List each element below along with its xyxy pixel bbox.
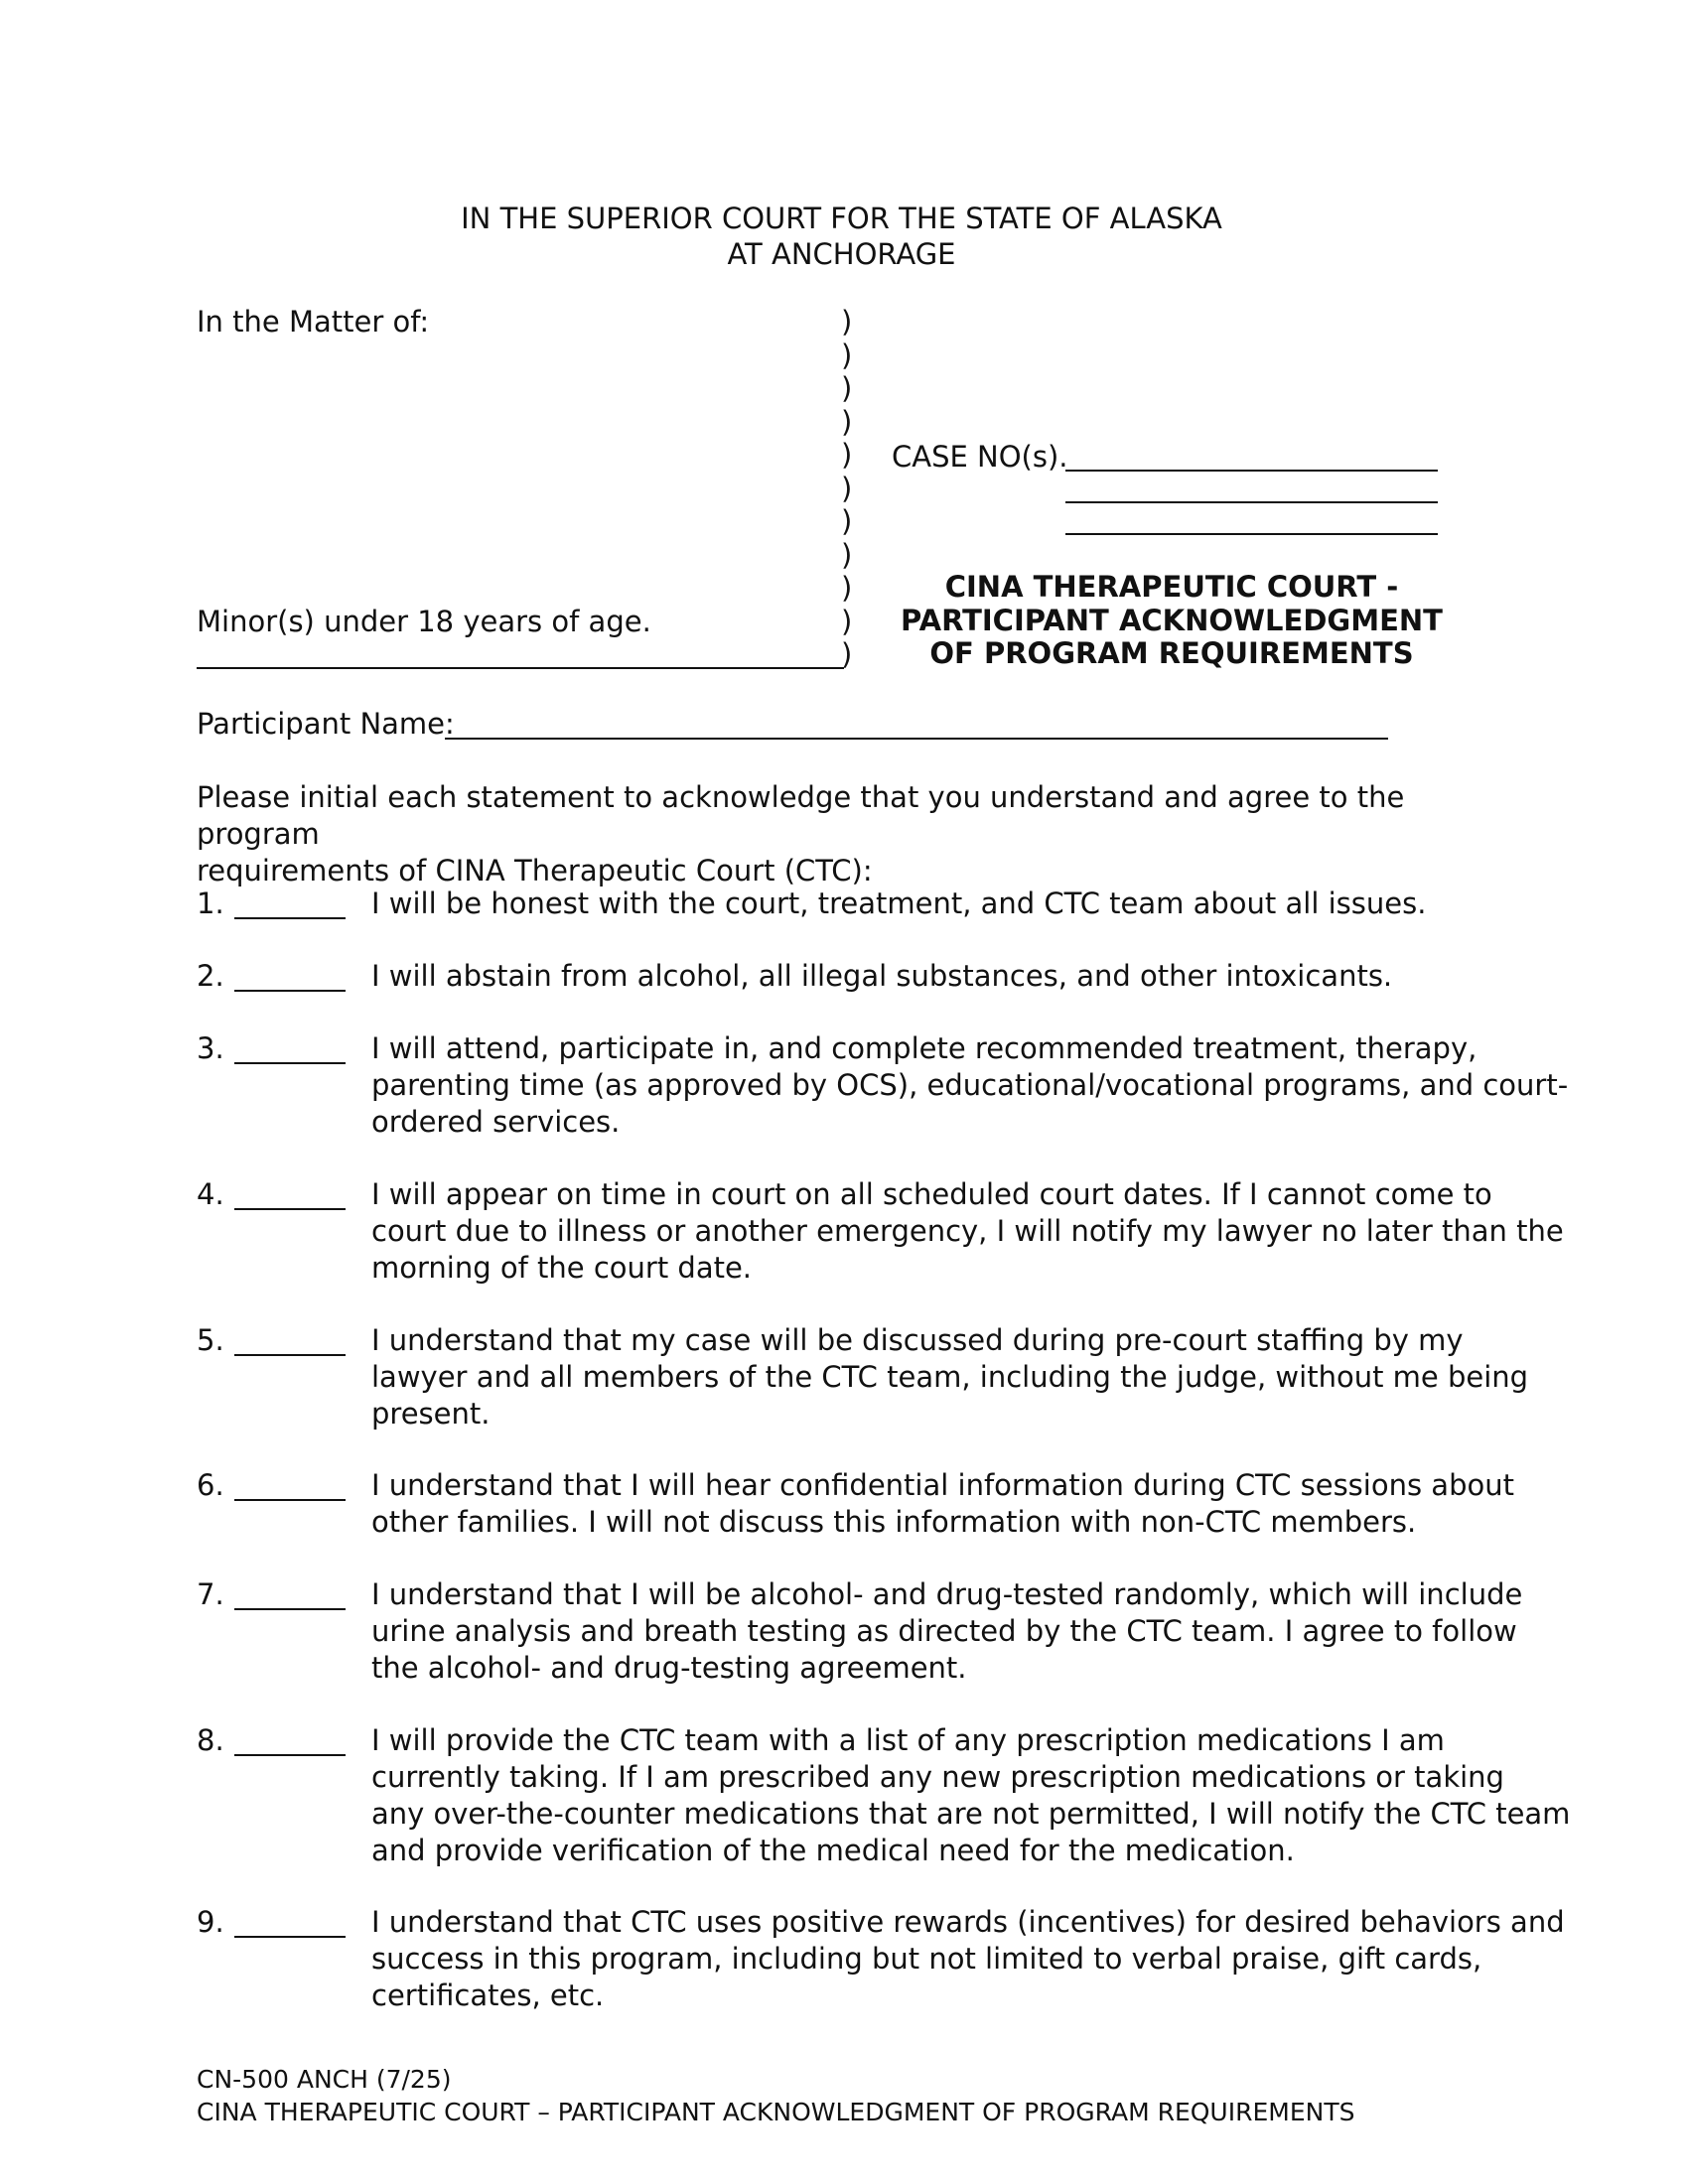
statement-line: present. [371,1397,491,1431]
matter-label: In the Matter of: [197,305,430,339]
initial-field[interactable] [234,1208,346,1210]
instructions-line-1: Please initial each statement to acknowledge that you understand and agree to the program [197,780,1405,851]
statement-text [371,1322,1529,1433]
instructions-line-2: requirements of CINA Therapeutic Court (CTC): [197,854,873,887]
page-footer [197,2063,1354,2128]
case-number-label: CASE NO(s). [892,440,1068,474]
statement-text [371,958,1507,995]
initial-field[interactable] [234,917,346,919]
caption-paren: ) [841,604,853,638]
statement-text [371,1030,1569,1141]
statement-line: I understand that CTC uses positive rewards (incentives) for desired behaviors and [371,1905,1565,1939]
caption-paren: ) [841,338,853,372]
initial-field[interactable] [234,1354,346,1356]
court-heading [199,201,1484,272]
statement-text [371,1176,1564,1287]
statement-line: morning of the court date. [371,1251,753,1285]
case-number-field-3[interactable] [1065,533,1438,535]
statement-line: I will appear on time in court on all scheduled court dates. If I cannot come to [371,1177,1492,1211]
statement-number: 6. [197,1468,224,1502]
statement-line: urine analysis and breath testing as directed by the CTC team. I agree to follow [371,1614,1517,1648]
caption-paren: ) [841,537,853,572]
statement-number: 5. [197,1323,224,1357]
form-title [874,571,1470,671]
caption-paren: ) [841,438,853,472]
caption-paren-column [841,306,861,672]
statement-line: success in this program, including but not limited to verbal praise, gift cards, [371,1942,1482,1976]
statement-number: 7. [197,1577,224,1611]
caption-paren: ) [841,571,853,605]
initial-field[interactable] [234,990,346,992]
statement-line: I understand that my case will be discussed during pre-court staffing by my [371,1323,1464,1357]
form-title-line-3: OF PROGRAM REQUIREMENTS [929,636,1414,670]
statement-line: I will be honest with the court, treatment, and CTC team about all issues. [371,887,1427,920]
statement-line: any over-the-counter medications that are not permitted, I will notify the CTC team [371,1797,1571,1831]
statement-line: and provide verification of the medical need for the medication. [371,1834,1295,1867]
caption-underline [197,667,844,669]
initial-field[interactable] [234,1062,346,1064]
footer-form-number: CN-500 ANCH (7/25) [197,2065,452,2094]
instructions [197,779,1507,889]
statement-text [371,1576,1523,1687]
court-heading-line-2: AT ANCHORAGE [727,237,956,271]
initial-field[interactable] [234,1499,346,1501]
initial-field[interactable] [234,1936,346,1938]
case-number-field-1[interactable] [1065,470,1438,472]
statement-text [371,1467,1514,1541]
statement-text [371,1722,1571,1869]
statement-text [371,1904,1565,2014]
caption-paren: ) [841,371,853,405]
statement-number: 1. [197,887,224,920]
minor-label: Minor(s) under 18 years of age. [197,605,651,638]
statement-line: court due to illness or another emergency, I will notify my lawyer no later than the [371,1214,1564,1248]
caption-paren: ) [841,404,853,439]
court-heading-line-1: IN THE SUPERIOR COURT FOR THE STATE OF ALASKA [461,202,1222,235]
statement-line: lawyer and all members of the CTC team, including the judge, without me being [371,1360,1529,1394]
statement-number: 2. [197,959,224,993]
statement-line: currently taking. If I am prescribed any new prescription medications or taking [371,1760,1504,1794]
statement-line: other families. I will not discuss this information with non-CTC members. [371,1505,1417,1539]
form-title-line-2: PARTICIPANT ACKNOWLEDGMENT [901,603,1443,637]
statement-text [371,886,1507,922]
statement-number: 4. [197,1177,224,1211]
participant-name-field[interactable] [445,738,1388,740]
statement-line: I will abstain from alcohol, all illegal substances, and other intoxicants. [371,959,1393,993]
statement-line: I will attend, participate in, and complete recommended treatment, therapy, [371,1031,1477,1065]
caption-paren: ) [841,504,853,538]
initial-field[interactable] [234,1608,346,1610]
initial-field[interactable] [234,1754,346,1756]
statement-line: certificates, etc. [371,1979,605,2012]
caption-paren: ) [841,471,853,505]
participant-name-label: Participant Name: [197,707,455,741]
statement-number: 8. [197,1723,224,1757]
statement-number: 3. [197,1031,224,1065]
statement-line: I understand that I will be alcohol- and drug-tested randomly, which will include [371,1577,1523,1611]
statement-line: I understand that I will hear confidential information during CTC sessions about [371,1468,1514,1502]
caption-paren: ) [841,305,853,339]
statement-line: the alcohol- and drug-testing agreement. [371,1651,967,1685]
statement-line: parenting time (as approved by OCS), educational/vocational programs, and court- [371,1068,1569,1102]
statement-line: ordered services. [371,1105,621,1139]
footer-form-title: CINA THERAPEUTIC COURT – PARTICIPANT ACKNOWLEDGMENT OF PROGRAM REQUIREMENTS [197,2098,1355,2126]
statement-number: 9. [197,1905,224,1939]
case-number-field-2[interactable] [1065,501,1438,503]
form-title-line-1: CINA THERAPEUTIC COURT - [944,570,1399,604]
statement-line: I will provide the CTC team with a list of any prescription medications I am [371,1723,1445,1757]
caption-paren: ) [841,637,853,671]
